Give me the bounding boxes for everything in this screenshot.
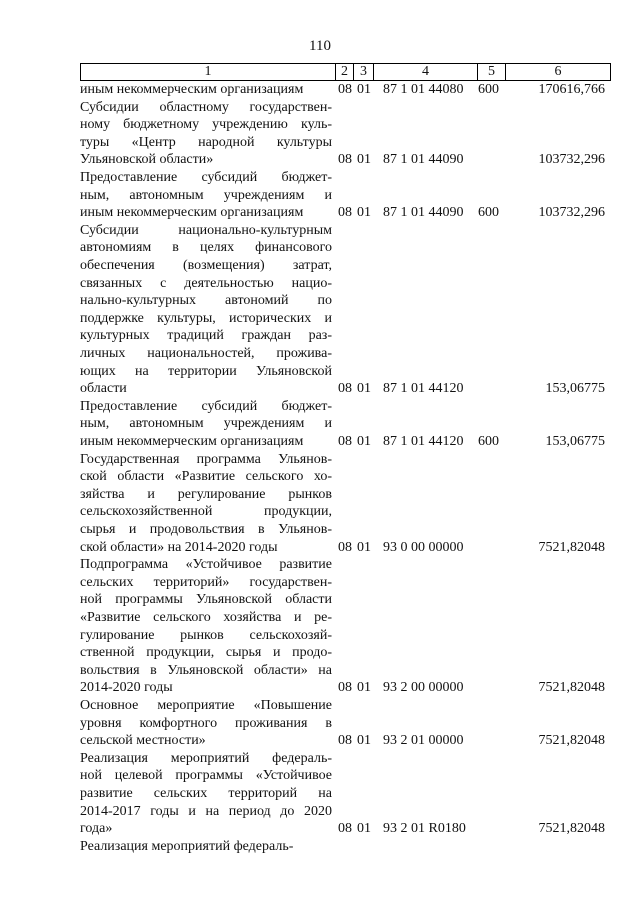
amount: 7521,82048 — [538, 733, 605, 749]
amount: 7521,82048 — [538, 539, 605, 555]
description-line: Основное мероприятие «Повышение — [80, 698, 332, 713]
amount: 7521,82048 — [538, 680, 605, 696]
description-line: «Развитие сельского хозяйства и ре- — [80, 609, 332, 625]
header-col-3: 3 — [354, 64, 374, 80]
description-line: сырья и продовольствия в Ульянов- — [80, 521, 332, 537]
description-line: ской области» на 2014-2020 годы — [80, 539, 278, 555]
description-line: зяйства и регулирование рынков — [80, 486, 332, 502]
description-line: ным, автономным учреждениям и — [80, 416, 332, 432]
entry-description — [80, 556, 332, 697]
description-line: 2014-2020 годы — [80, 680, 173, 696]
description-line: области — [80, 381, 127, 397]
podrazdel-code: 01 — [357, 381, 371, 397]
description-line: поддержке культуры, исторических и — [80, 310, 332, 326]
description-line: Реализация мероприятий федераль- — [80, 838, 294, 854]
razdel-code: 08 — [338, 434, 352, 449]
expense-type-code: 600 — [478, 205, 499, 221]
target-article-code: 87 1 01 44080 — [383, 82, 464, 97]
description-line: 2014-2017 годы и на период до 2020 — [80, 803, 332, 819]
razdel-code: 08 — [338, 205, 352, 221]
razdel-code: 08 — [338, 82, 352, 97]
target-article-code: 87 1 01 44090 — [383, 205, 464, 221]
podrazdel-code: 01 — [357, 82, 371, 97]
description-line: ской области «Развитие сельского хо- — [80, 469, 332, 485]
description-line: Реализация мероприятий федераль- — [80, 750, 332, 766]
podrazdel-code: 01 — [357, 434, 371, 449]
expense-type-code: 600 — [478, 434, 499, 449]
header-col-5: 5 — [478, 64, 506, 80]
description-line: Субсидии национально-культурным — [80, 222, 332, 238]
description-line: гулирование рынков сельскохозяй- — [80, 627, 332, 643]
entry-description — [80, 169, 332, 222]
target-article-code: 93 2 00 00000 — [383, 680, 464, 696]
podrazdel-code: 01 — [357, 733, 371, 749]
description-line: Предоставление субсидий бюджет- — [80, 170, 332, 185]
description-line: ному бюджетному учреждению куль- — [80, 117, 332, 133]
description-line: Подпрограмма «Устойчивое развитие — [80, 557, 332, 573]
podrazdel-code: 01 — [357, 680, 371, 696]
page-number: 110 — [309, 38, 331, 54]
description-line: иным некоммерческим организациям — [80, 82, 304, 97]
description-line: уровня комфортного проживания в — [80, 715, 332, 731]
description-line: ственной продукции, сырья и продо- — [80, 645, 332, 661]
entry-description — [80, 398, 332, 451]
description-line: иным некоммерческим организациям — [80, 205, 304, 221]
description-line: связанных с деятельностью нацио- — [80, 275, 332, 291]
podrazdel-code: 01 — [357, 205, 371, 221]
description-line: Ульяновской области» — [80, 152, 214, 168]
description-line: Субсидии областному государствен- — [80, 99, 332, 115]
description-line: ющих на территории Ульяновской — [80, 363, 332, 379]
description-line: личных национальностей, прожива- — [80, 345, 332, 361]
podrazdel-code: 01 — [357, 152, 371, 168]
description-line: обеспечения (возмещения) затрат, — [80, 257, 332, 273]
description-line: иным некоммерческим организациям — [80, 433, 304, 449]
description-line: ной целевой программы «Устойчивое — [80, 768, 332, 784]
amount: 153,06775 — [545, 434, 605, 449]
target-article-code: 93 2 01 R0180 — [383, 821, 466, 837]
description-line: развитие сельских территорий на — [80, 785, 332, 801]
target-article-code: 87 1 01 44120 — [383, 434, 464, 449]
amount: 170616,766 — [538, 82, 605, 97]
razdel-code: 08 — [338, 381, 352, 397]
entry-description — [80, 451, 332, 557]
description-line: ной программы Ульяновской области — [80, 592, 332, 608]
amount: 7521,82048 — [538, 821, 605, 837]
header-col-4: 4 — [374, 64, 478, 80]
table-header-row — [80, 63, 611, 81]
podrazdel-code: 01 — [357, 539, 371, 555]
header-col-1: 1 — [81, 64, 336, 80]
description-line: сельских территорий» государствен- — [80, 574, 332, 590]
description-line: Предоставление субсидий бюджет- — [80, 398, 332, 414]
target-article-code: 93 0 00 00000 — [383, 539, 464, 555]
target-article-code: 93 2 01 00000 — [383, 733, 464, 749]
amount: 153,06775 — [545, 381, 605, 397]
description-line: культурных традиций граждан раз- — [80, 328, 332, 344]
description-line: ным, автономным учреждениям и — [80, 187, 332, 203]
amount: 103732,296 — [538, 152, 605, 168]
description-line: сельской местности» — [80, 733, 206, 749]
entry-description — [80, 222, 332, 398]
description-line: сельскохозяйственной продукции, — [80, 504, 332, 520]
description-line: автономиям в целях финансового — [80, 240, 332, 256]
entry-description — [80, 750, 332, 838]
razdel-code: 08 — [338, 733, 352, 749]
podrazdel-code: 01 — [357, 821, 371, 837]
header-col-6: 6 — [554, 64, 562, 79]
description-line: Государственная программа Ульянов- — [80, 451, 332, 467]
entry-description — [80, 838, 332, 856]
description-line: нально-культурных автономий по — [80, 293, 332, 309]
razdel-code: 08 — [338, 539, 352, 555]
target-article-code: 87 1 01 44120 — [383, 381, 464, 397]
header-col-2: 2 — [336, 64, 354, 80]
razdel-code: 08 — [338, 821, 352, 837]
description-line: вольствия в Ульяновской области» на — [80, 662, 332, 678]
razdel-code: 08 — [338, 152, 352, 168]
razdel-code: 08 — [338, 680, 352, 696]
description-line: года» — [80, 821, 113, 837]
target-article-code: 87 1 01 44090 — [383, 152, 464, 168]
entry-description — [80, 99, 332, 169]
entry-description — [80, 81, 332, 99]
entry-description — [80, 697, 332, 750]
amount: 103732,296 — [538, 205, 605, 221]
expense-type-code: 600 — [478, 82, 499, 97]
description-line: туры «Центр народной культуры — [80, 134, 332, 150]
